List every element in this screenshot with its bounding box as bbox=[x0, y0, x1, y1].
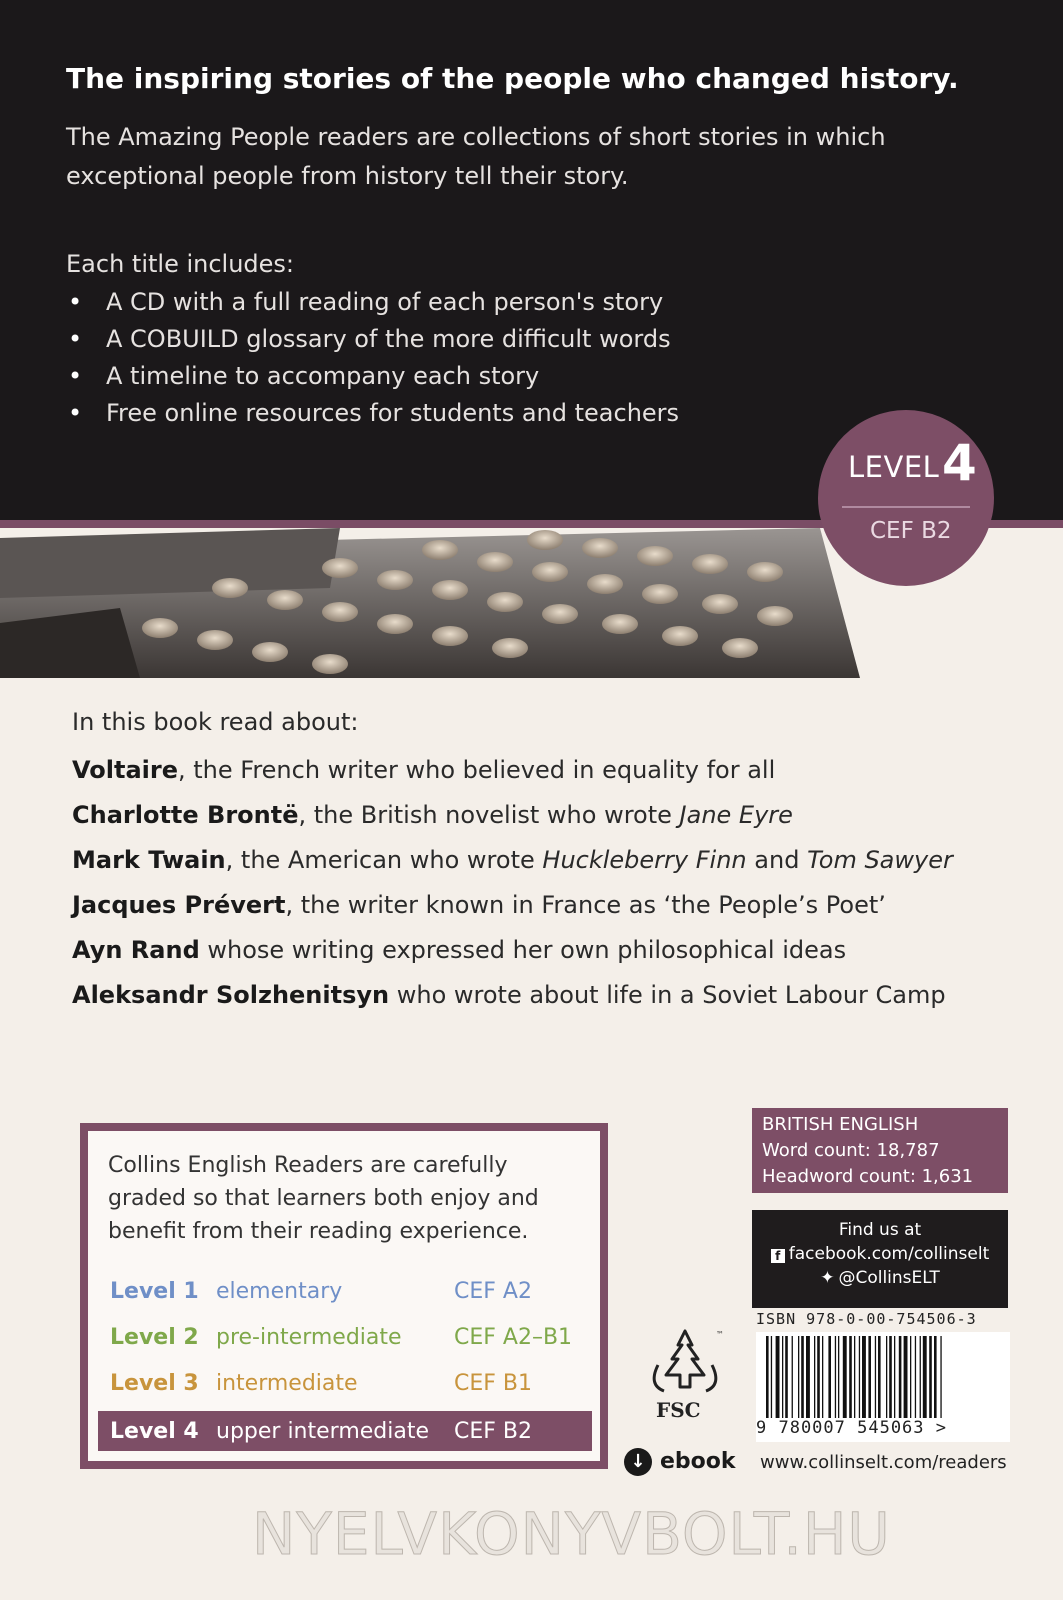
barcode-bar bbox=[828, 1336, 831, 1418]
badge-divider bbox=[842, 506, 970, 508]
book-title: Huckleberry Finn bbox=[542, 846, 747, 874]
headword-count: Headword count: 1,631 bbox=[762, 1166, 974, 1187]
barcode-bar bbox=[843, 1336, 847, 1418]
person-item bbox=[72, 928, 953, 973]
includes-lead: Each title includes: bbox=[66, 250, 294, 278]
person-desc: who wrote about life in a Soviet Labour Camp bbox=[389, 981, 946, 1009]
barcode-bar bbox=[868, 1336, 871, 1418]
barcode-bar bbox=[904, 1336, 908, 1418]
barcode-bar bbox=[806, 1336, 810, 1418]
intro-text: The Amazing People readers are collections of short stories in which exceptional people from history tell their story. bbox=[66, 123, 886, 190]
svg-text:™: ™ bbox=[716, 1330, 724, 1339]
headline: The inspiring stories of the people who changed history. bbox=[66, 62, 959, 95]
level-cef: CEF A2 bbox=[454, 1279, 532, 1304]
feature-item: • A CD with a full reading of each person's story bbox=[66, 284, 679, 321]
feature-item: • A timeline to accompany each story bbox=[66, 358, 679, 395]
barcode-bar bbox=[889, 1336, 892, 1418]
barcode-bar bbox=[817, 1336, 820, 1418]
barcode-bar bbox=[929, 1336, 932, 1418]
person-item bbox=[72, 883, 953, 928]
fsc-label: FSC bbox=[656, 1398, 701, 1422]
level-label: Level 2 bbox=[110, 1325, 199, 1350]
person-name: Voltaire bbox=[72, 756, 178, 784]
barcode-bar bbox=[835, 1336, 836, 1418]
barcode-bar bbox=[915, 1336, 916, 1418]
level-name: intermediate bbox=[216, 1371, 358, 1396]
barcode-bar bbox=[785, 1336, 788, 1418]
level-label: Level 1 bbox=[110, 1279, 199, 1304]
barcode-bar bbox=[782, 1336, 783, 1418]
barcode-bar bbox=[838, 1336, 839, 1418]
barcode-bar bbox=[894, 1336, 895, 1418]
level-cef: CEF B1 bbox=[454, 1371, 532, 1396]
barcode-bar bbox=[771, 1336, 772, 1418]
feature-list bbox=[66, 284, 679, 432]
person-name: Jacques Prévert bbox=[72, 891, 286, 919]
level-row bbox=[98, 1317, 592, 1357]
book-title: Tom Sawyer bbox=[807, 846, 953, 874]
barcode-bar bbox=[822, 1336, 823, 1418]
feature-item: • A COBUILD glossary of the more difficult words bbox=[66, 321, 679, 358]
person-desc-mid: and bbox=[746, 846, 808, 874]
person-desc: , the writer known in France as ‘the People’s Poet’ bbox=[285, 891, 886, 919]
person-desc: whose writing expressed her own philosophical ideas bbox=[199, 936, 847, 964]
person-item bbox=[72, 973, 953, 1018]
download-icon: ↓ bbox=[624, 1448, 652, 1476]
barcode-bar bbox=[920, 1336, 921, 1418]
person-desc: , the French writer who believed in equality for all bbox=[177, 756, 776, 784]
barcode-bar bbox=[801, 1336, 804, 1418]
barcode-bar bbox=[792, 1336, 793, 1418]
barcode-bar bbox=[940, 1336, 941, 1418]
barcode-bar bbox=[766, 1336, 769, 1418]
isbn-label: ISBN 978-0-00-754506-3 bbox=[756, 1310, 977, 1328]
social-box bbox=[752, 1210, 1008, 1308]
facebook-icon: f bbox=[771, 1249, 785, 1263]
level-badge bbox=[818, 410, 994, 586]
barcode-bar bbox=[862, 1336, 866, 1418]
level-label: Level 3 bbox=[110, 1371, 199, 1396]
level-label: Level 4 bbox=[110, 1419, 199, 1444]
barcode-bar bbox=[776, 1336, 780, 1418]
person-item bbox=[72, 793, 953, 838]
barcode-bar bbox=[899, 1336, 902, 1418]
barcode-bar bbox=[798, 1336, 799, 1418]
twitter-text: @CollinsELT bbox=[838, 1268, 940, 1288]
website-url[interactable]: www.collinselt.com/readers bbox=[760, 1452, 1007, 1473]
barcode-bar bbox=[849, 1336, 852, 1418]
edition-info-box bbox=[752, 1108, 1008, 1193]
barcode-digits: 9 780007 545063 > bbox=[756, 1418, 947, 1438]
level-name: elementary bbox=[216, 1279, 343, 1304]
level-row bbox=[98, 1271, 592, 1311]
person-desc: , the British novelist who wrote bbox=[298, 801, 680, 829]
barcode-bar bbox=[875, 1336, 876, 1418]
twitter-link[interactable] bbox=[752, 1268, 1008, 1288]
barcode-bar bbox=[934, 1336, 937, 1418]
find-us-label: Find us at bbox=[838, 1220, 922, 1240]
facebook-text: facebook.com/collinselt bbox=[788, 1244, 990, 1264]
levels-description: Collins English Readers are carefully graded so that learners both enjoy and benefit from their reading experience. bbox=[108, 1153, 539, 1244]
people-list bbox=[72, 748, 953, 1018]
person-desc: , the American who wrote bbox=[225, 846, 543, 874]
barcode-bar bbox=[923, 1336, 927, 1418]
barcode-bar bbox=[886, 1336, 887, 1418]
level-cef: CEF B2 bbox=[870, 518, 952, 544]
person-name: Ayn Rand bbox=[72, 936, 200, 964]
level-name: pre-intermediate bbox=[216, 1325, 402, 1350]
person-name: Mark Twain bbox=[72, 846, 226, 874]
person-name: Charlotte Brontë bbox=[72, 801, 299, 829]
level-cef: CEF A2–B1 bbox=[454, 1325, 573, 1350]
level-row bbox=[98, 1363, 592, 1403]
barcode-bar bbox=[854, 1336, 855, 1418]
book-title: Jane Eyre bbox=[679, 801, 793, 829]
person-item bbox=[72, 838, 953, 883]
level-number: 4 bbox=[942, 434, 977, 492]
barcode-bar bbox=[814, 1336, 815, 1418]
watermark: NYELVKONYVBOLT.HU bbox=[252, 1500, 891, 1568]
edition-variant: BRITISH ENGLISH bbox=[762, 1114, 919, 1135]
ebook-label: ebook bbox=[660, 1449, 736, 1474]
twitter-icon: ✦ bbox=[820, 1268, 835, 1288]
ebook-mark bbox=[624, 1448, 736, 1476]
barcode-bar bbox=[859, 1336, 860, 1418]
facebook-link[interactable] bbox=[752, 1244, 1008, 1264]
person-item bbox=[72, 748, 953, 793]
level-name: upper intermediate bbox=[216, 1419, 430, 1444]
barcode-bar bbox=[910, 1336, 911, 1418]
person-name: Aleksandr Solzhenitsyn bbox=[72, 981, 390, 1009]
feature-item: • Free online resources for students and teachers bbox=[66, 395, 679, 432]
word-count: Word count: 18,787 bbox=[762, 1140, 940, 1161]
levels-box bbox=[80, 1123, 608, 1469]
level-cef: CEF B2 bbox=[454, 1419, 532, 1444]
level-word: LEVEL bbox=[848, 450, 940, 484]
barcode-bar bbox=[878, 1336, 881, 1418]
level-row-current bbox=[98, 1411, 592, 1451]
read-about-lead: In this book read about: bbox=[72, 708, 359, 736]
